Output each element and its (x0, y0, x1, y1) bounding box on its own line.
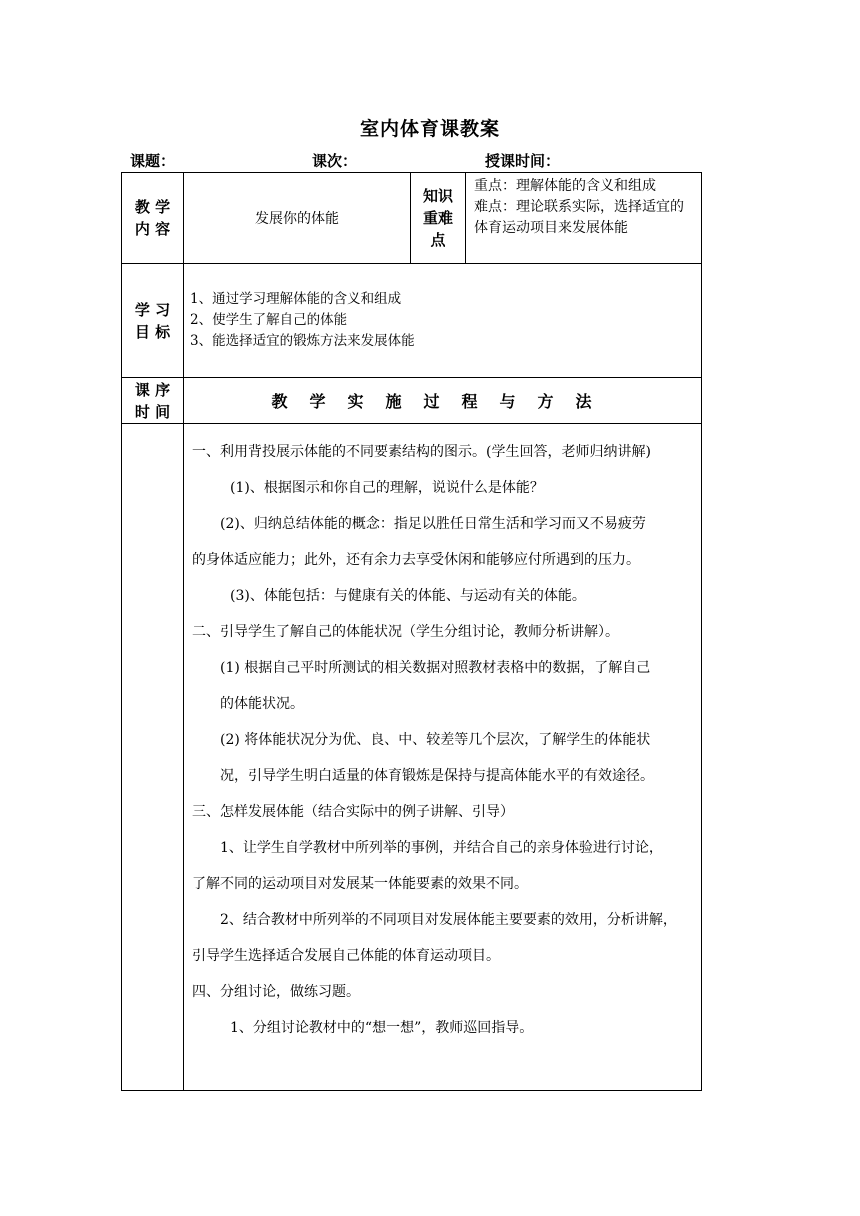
objective-item: 2、使学生了解自己的体能 (190, 312, 348, 328)
section-1: 一、利用背投展示体能的不同要素结构的图示。(学生回答，老师归纳讲解) (192, 444, 651, 460)
section-1-item-3: (3)、体能包括：与健康有关的体能、与运动有关的体能。 (230, 588, 586, 604)
section-1-item-2-cont: 的身体适应能力；此外，还有余力去享受休闲和能够应付所遇到的压力。 (192, 552, 640, 568)
section-3: 三、怎样发展体能（结合实际中的例子讲解、引导） (192, 804, 514, 820)
lesson-plan-table (121, 172, 702, 1091)
time-label: 授课时间： (485, 152, 561, 170)
page-title: 室内体育课教案 (359, 118, 500, 140)
section-2-item-2-cont: 况，引导学生明白适量的体育锻炼是保持与提高体能水平的有效途径。 (220, 768, 654, 784)
section-3-item-2: 2、结合教材中所列举的不同项目对发展体能主要要素的效用，分析讲解， (220, 912, 677, 928)
difficult-point: 难点：理论联系实际，选择适宜的体育运动项目来发展体能 (474, 199, 684, 236)
key-points-label: 知识 重难 点 (411, 173, 466, 264)
objectives-list (184, 264, 702, 378)
section-2-item-1: (1) 根据自己平时所测试的相关数据对照教材表格中的数据，了解自己 (220, 660, 651, 676)
objective-item: 1、通过学习理解体能的含义和组成 (190, 291, 402, 307)
key-points-value (466, 173, 702, 264)
section-4: 四、分组讨论，做练习题。 (192, 984, 360, 1000)
topic-label: 课题： (130, 152, 176, 170)
process-content (184, 424, 702, 1091)
section-1-item-2: (2)、归纳总结体能的概念：指足以胜任日常生活和学习而又不易疲劳 (220, 516, 646, 532)
section-3-item-1: 1、让学生自学教材中所列举的事例，并结合自己的亲身体验进行讨论， (220, 840, 663, 856)
process-row (122, 424, 702, 1091)
session-label: 课次： (312, 152, 358, 170)
teaching-content-value: 发展你的体能 (184, 173, 411, 264)
section-2: 二、引导学生了解自己的体能状况（学生分组讨论，教师分析讲解）。 (192, 624, 619, 640)
content-row (122, 173, 702, 264)
process-heading: 教学实施过程与方法 (184, 378, 702, 424)
objectives-label: 学 习 目 标 (122, 264, 184, 378)
section-3-item-2-cont: 引导学生选择适合发展自己体能的体育运动项目。 (192, 948, 500, 964)
section-3-item-1-cont: 了解不同的运动项目对发展某一体能要素的效果不同。 (192, 876, 528, 892)
teaching-content-label: 教 学 内 容 (122, 173, 184, 264)
section-4-item-1: 1、分组讨论教材中的“想一想”，教师巡回指导。 (230, 1020, 534, 1036)
sequence-time-cell (122, 424, 184, 1091)
process-header-row (122, 378, 702, 424)
section-2-item-1-cont: 的体能状况。 (220, 696, 304, 712)
section-1-item-1: (1)、根据图示和你自己的理解，说说什么是体能？ (230, 480, 544, 496)
objectives-row (122, 264, 702, 378)
section-2-item-2: (2) 将体能状况分为优、良、中、较差等几个层次，了解学生的体能状 (220, 732, 651, 748)
objective-item: 3、能选择适宜的锻炼方法来发展体能 (190, 333, 415, 349)
key-point: 重点：理解体能的含义和组成 (474, 178, 656, 194)
sequence-time-label: 课 序 时 间 (122, 378, 184, 424)
